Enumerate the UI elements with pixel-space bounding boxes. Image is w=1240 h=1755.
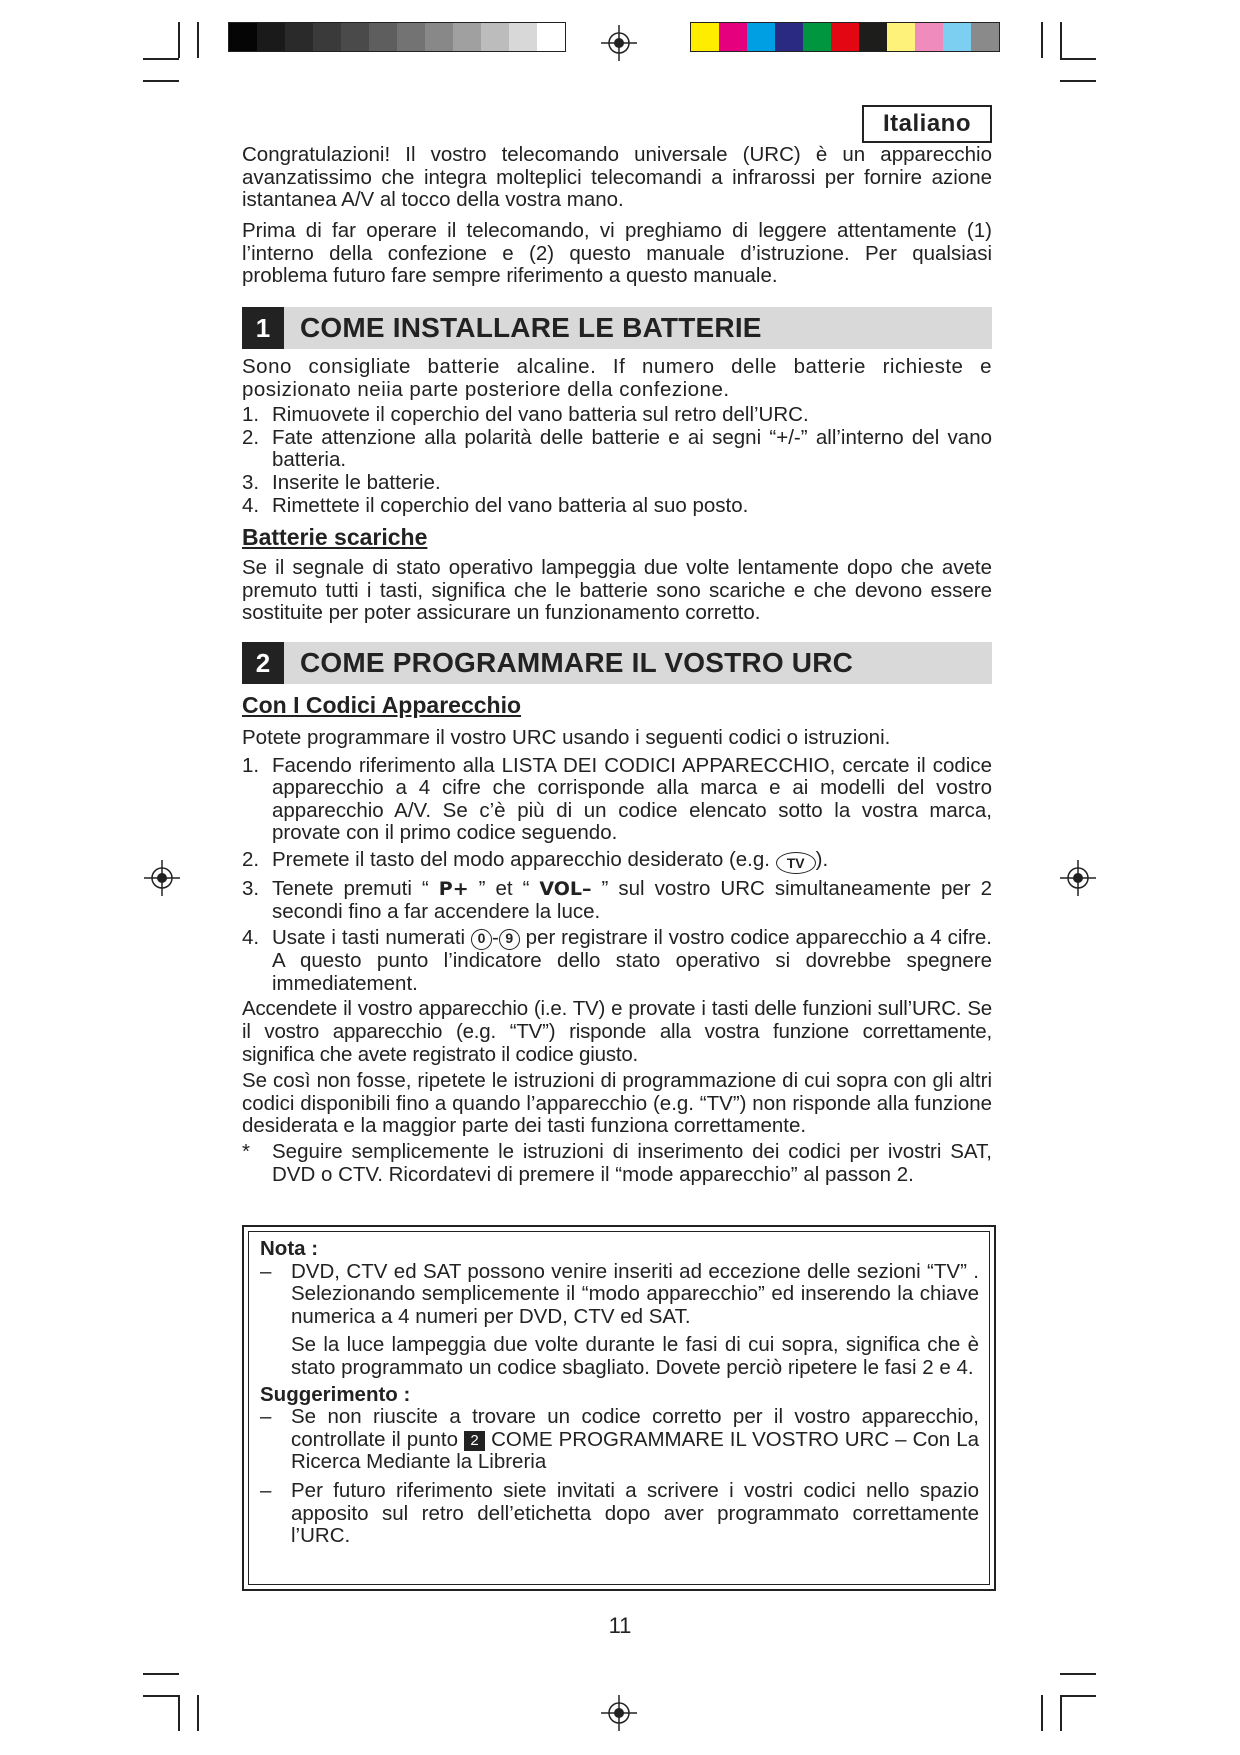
crop-mark (1060, 1673, 1096, 1675)
crop-mark (1060, 80, 1096, 82)
gray-swatch (369, 23, 397, 51)
programming-steps (242, 755, 992, 996)
gray-swatch (341, 23, 369, 51)
crop-mark (1060, 22, 1062, 58)
list-item: – Se non riuscite a trovare un codice corretto per il vostro apparecchio, controllate il punto 2 COME PROGRAMMARE IL VOSTRO URC – Con La Ricerca Mediante la Libreria (260, 1405, 980, 1474)
color-swatch (887, 23, 915, 51)
tip-heading: Suggerimento : (260, 1382, 411, 1406)
color-swatch (859, 23, 887, 51)
body-text: Accendete il vostro apparecchio (i.e. TV) e provate i tasti delle funzioni sull’URC. Se il vostro apparecchio (e.g. “TV”) risponde alla vostra funzione correttamente, significa che avete registrato il codice giusto. (242, 997, 992, 1066)
section-body (242, 356, 992, 517)
gray-swatch (481, 23, 509, 51)
body-text: Se così non fosse, ripetete le istruzioni di programmazione di cui sopra con gli altri codici disponibili fino a quando l’apparecchio (e.g. “TV”) non risponde alla funzione desiderata e la maggior parte dei tasti funziona correttamente. (242, 1069, 992, 1138)
page-number: 11 (608, 1613, 632, 1638)
list-item: 2. Fate attenzione alla polarità delle batterie e ai segni “+/-” all’interno del vano batteria. (242, 425, 992, 472)
tv-key-icon: TV (776, 852, 816, 874)
color-swatch (915, 23, 943, 51)
list-item: 3. Tenete premuti “ P+ ” et “ VOL– ” sul vostro URC simultaneamente per 2 secondi fino a far accendere la luce. (242, 876, 993, 923)
gray-swatch (313, 23, 341, 51)
intro-paragraph (242, 220, 992, 288)
color-swatch (747, 23, 775, 51)
crop-mark (143, 80, 179, 82)
note-heading: Nota : (260, 1237, 319, 1260)
key-9-icon: 9 (499, 929, 520, 950)
subheading: Batterie scariche (242, 524, 428, 550)
crop-mark (143, 1695, 179, 1697)
section-body (242, 727, 992, 1186)
crop-mark (1041, 1695, 1043, 1731)
color-swatch (719, 23, 747, 51)
asterisk-note (242, 1141, 992, 1186)
color-swatch (943, 23, 971, 51)
subheading: Con I Codici Apparecchio (242, 692, 522, 718)
section-ref-badge: 2 (464, 1431, 485, 1451)
color-swatch (775, 23, 803, 51)
body-text: Se il segnale di stato operativo lampeggia due volte lentamente dopo che avete premuto tutti i tasti, significa che le batterie sono scariche e che devono essere sostituite per poter assicurare un funzionamento corretto. (242, 556, 992, 625)
section-header (242, 307, 992, 349)
list-item: – Per futuro riferimento siete invitati a scrivere i vostri codici nello spazio apposito sul retro dell’etichetta dopo aver programmato correttamente l’URC. (260, 1478, 979, 1548)
color-swatch (831, 23, 859, 51)
list-item: * Seguire semplicemente le istruzioni di inserimento dei codici per ivostri SAT, DVD o CTV. Ricordatevi di premere il “mode apparecchio” al passon 2. (242, 1139, 992, 1186)
section-intro: Sono consigliate batterie alcaline. If numero delle batterie richieste e posizionato neiia parte posteriore della confezione. (242, 355, 992, 401)
gray-swatch (453, 23, 481, 51)
note-box-inner (248, 1231, 990, 1585)
gray-swatch (425, 23, 453, 51)
registration-mark-icon (601, 1695, 637, 1731)
key-0-icon: 0 (471, 929, 492, 950)
section-title: COME PROGRAMMARE IL VOSTRO URC (300, 647, 854, 678)
language-label: Italiano (862, 105, 992, 143)
list-item: 2. Premete il tasto del modo apparecchio desiderato (e.g. TV ). (242, 849, 992, 874)
list-item: 4. Rimettete il coperchio del vano batteria al suo posto. (242, 493, 749, 517)
vol-minus-key: VOL– (539, 877, 592, 900)
color-swatch (803, 23, 831, 51)
crop-mark (1060, 1695, 1096, 1697)
section-intro: Potete programmare il vostro URC usando i seguenti codici o istruzioni. (242, 726, 891, 749)
crop-mark (143, 58, 179, 60)
list-item: 4. Usate i tasti numerati 0 - 9 per registrare il vostro codice apparecchio a 4 cifre. A questo punto l’indicatore dello stato operativo si dovrebbe spegnere immediatement. (242, 926, 992, 995)
crop-mark (197, 22, 199, 58)
crop-mark (1060, 1695, 1062, 1731)
gray-swatch (397, 23, 425, 51)
gray-swatch (229, 23, 257, 51)
section-body (242, 557, 992, 625)
section-title: COME INSTALLARE LE BATTERIE (300, 312, 762, 343)
note-list (260, 1261, 979, 1380)
gray-swatch (537, 23, 565, 51)
color-swatch (691, 23, 719, 51)
intro-paragraph (242, 144, 992, 212)
list-item: – DVD, CTV ed SAT possono venire inseriti ad eccezione delle sezioni “TV” . Selezionando semplicemente il “modo apparecchio” ed inserendo la chiave numerica a 4 numeri per DVD, CTV ed SAT. Se la luce lampeggia due volte durante le fasi di cui sopra, significa che è stato programmato un codice sbagliato. Dovete perciò ripetere le fasi 2 e 4. (260, 1259, 979, 1379)
list-item: 1. Facendo riferimento alla LISTA DEI CODICI APPARECCHIO, cercate il codice apparecchio a 4 cifre che corrisponde alla marca e ai modelli del vostro apparecchio A/V. Se c’è più di un codice elencato sotto la vostra marca, provate con il primo codice seguendo. (242, 753, 992, 845)
gray-swatch (509, 23, 537, 51)
section-number: 2 (242, 642, 284, 684)
process-colorbar (690, 22, 1000, 52)
tip-list (260, 1406, 979, 1548)
grayscale-colorbar (228, 22, 566, 52)
crop-mark (1060, 58, 1096, 60)
list-item: 1. Rimuovete il coperchio del vano batteria sul retro dell’URC. (242, 403, 809, 427)
color-swatch (971, 23, 999, 51)
intro-text: Prima di far operare il telecomando, vi preghiamo di leggere attentamente (1) l’interno della confezione e (2) questo manuale d’istruzione. Per qualsiasi problema futuro fare sempre riferimento a questo manuale. (242, 219, 992, 288)
gray-swatch (285, 23, 313, 51)
body-text: Se la luce lampeggia due volte durante le fasi di cui sopra, significa che è stato programmato un codice sbagliato. Dovete perciò ripetere le fasi 2 e 4. (291, 1333, 979, 1379)
registration-mark-icon (144, 860, 180, 896)
crop-mark (178, 22, 180, 58)
gray-swatch (257, 23, 285, 51)
crop-mark (178, 1695, 180, 1731)
section-header (242, 642, 992, 684)
crop-mark (197, 1695, 199, 1731)
p-plus-key: P+ (438, 877, 469, 900)
intro-text: Congratulazioni! Il vostro telecomando universale (URC) è un apparecchio avanzatissimo che integra molteplici telecomandi a infrarossi per fornire azione istantanea A/V al tocco della vostra mano. (242, 143, 992, 212)
note-box (242, 1225, 996, 1591)
crop-mark (1041, 22, 1043, 58)
list-item: 3. Inserite le batterie. (242, 470, 441, 494)
section-number: 1 (242, 307, 284, 349)
registration-mark-icon (1060, 860, 1096, 896)
crop-mark (143, 1673, 179, 1675)
registration-mark-icon (601, 25, 637, 61)
battery-steps (242, 404, 992, 517)
